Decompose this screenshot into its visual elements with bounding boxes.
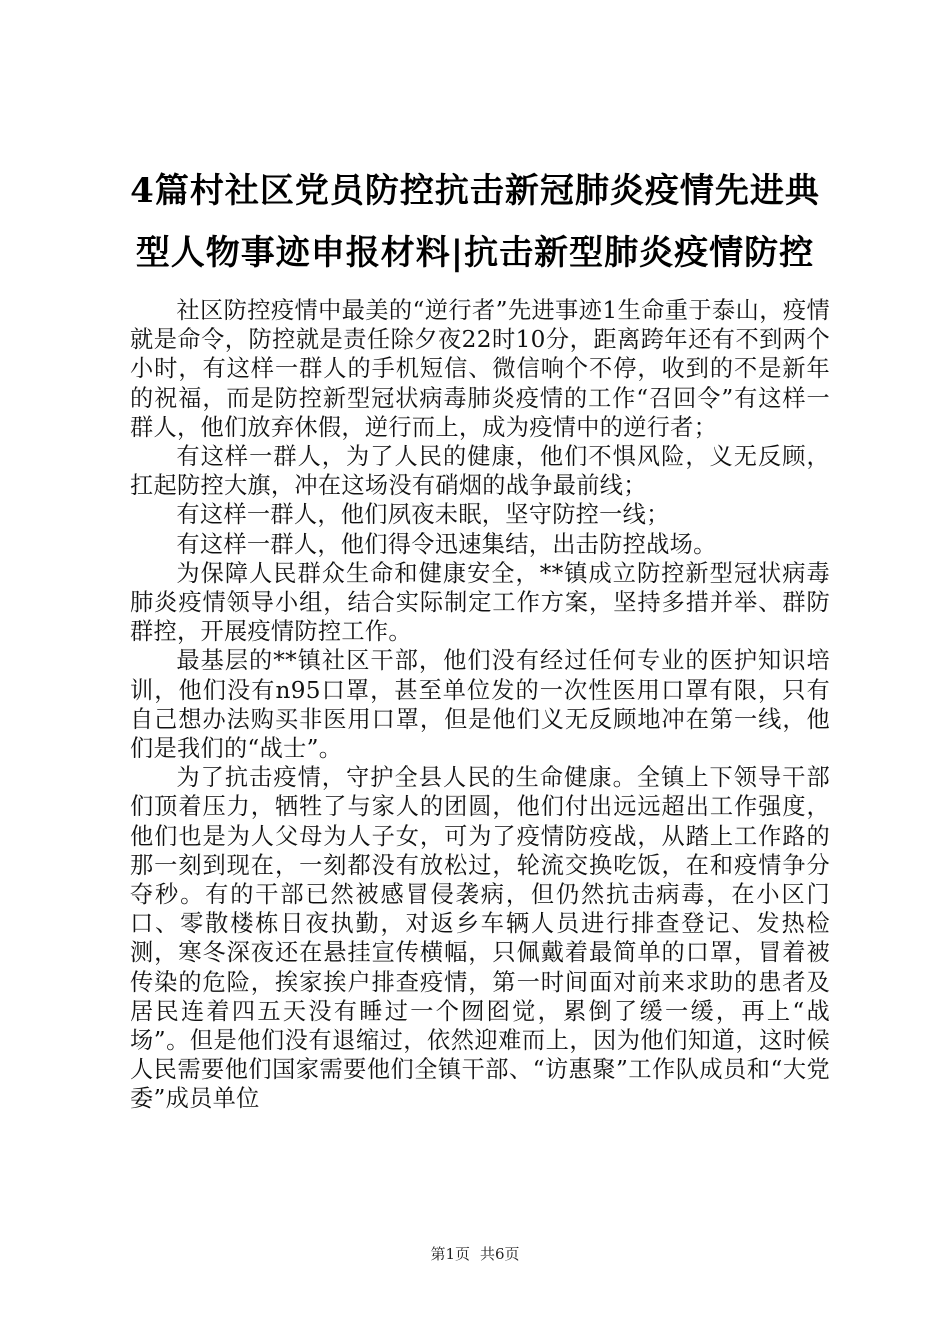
paragraph: 有这样一群人，他们得令迅速集结，出击防控战场。 [176, 530, 717, 558]
document-title [60, 160, 890, 284]
paragraph: 最基层的**镇社区干部，他们没有经过任何专业的医护知识培训，他们没有n95口罩，甚至单位发的一次性医用口罩有限，只有自己想办法购买非医用口罩，但是他们义无反顾地冲在第一线，他们是我们的“战士”。 [130, 647, 830, 763]
title-line-1: 4篇村社区党员防控抗击新冠肺炎疫情先进典 [130, 171, 820, 211]
paragraph: 社区防控疫情中最美的“逆行者”先进事迹1生命重于泰山，疫情就是命令，防控就是责任除夕夜22时10分，距离跨年还有不到两个小时，有这样一群人的手机短信、微信响个不停，收到的不是新年的祝福，而是防控新型冠状病毒肺炎疫情的工作“召回令”有这样一群人，他们放弃休假，逆行而上，成为疫情中的逆行者； [130, 297, 830, 441]
page-total: 共6页 [480, 1245, 520, 1263]
document-body [130, 296, 830, 1114]
page-footer [0, 1244, 950, 1264]
paragraph: 有这样一群人，他们夙夜未眠，坚守防控一线； [176, 501, 670, 529]
page-number: 第1页 [430, 1245, 470, 1263]
title-line-2: 型人物事迹申报材料|抗击新型肺炎疫情防控 [135, 233, 815, 273]
paragraph: 有这样一群人，为了人民的健康，他们不惧风险，义无反顾，扛起防控大旗，冲在这场没有硝烟的战争最前线； [130, 443, 830, 500]
paragraph: 为保障人民群众生命和健康安全，**镇成立防控新型冠状病毒肺炎疫情领导小组，结合实际制定工作方案，坚持多措并举、群防群控，开展疫情防控工作。 [130, 559, 830, 646]
paragraph: 为了抗击疫情，守护全县人民的生命健康。全镇上下领导干部们顶着压力，牺牲了与家人的团圆，他们付出远远超出工作强度，他们也是为人父母为人子女，可为了疫情防疫战，从踏上工作路的那一刻到现在，一刻都没有放松过，轮流交换吃饭，在和疫情争分夺秒。有的干部已然被感冒侵袭病，但仍然抗击病毒，在小区门口、零散楼栋日夜执勤，对返乡车辆人员进行排查登记、发热检测，寒冬深夜还在悬挂宣传横幅，只佩戴着最简单的口罩，冒着被传染的危险，挨家挨户排查疫情，第一时间面对前来求助的患者及居民连着四五天没有睡过一个囫囵觉，累倒了缓一缓，再上“战场”。但是他们没有退缩过，依然迎难而上，因为他们知道，这时候人民需要他们国家需要他们全镇干部、“访惠聚”工作队成员和“大党委”成员单位 [130, 764, 830, 1113]
